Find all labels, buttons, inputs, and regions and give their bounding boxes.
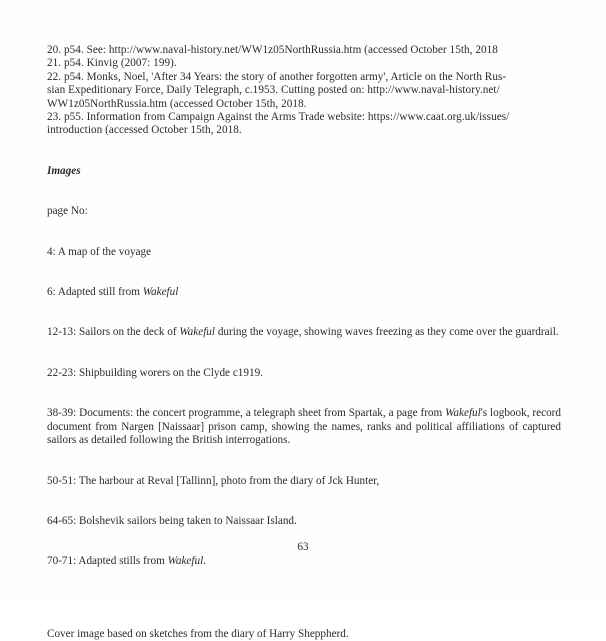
image-credit-text: 22-23: Shipbuilding worers on the Clyde c1919. xyxy=(47,366,263,379)
spacer xyxy=(47,380,561,407)
spacer xyxy=(47,299,561,326)
cover-image-credit: Cover image based on sketches from the diary of Harry Sheppherd. xyxy=(47,627,349,640)
image-credit-entry xyxy=(47,367,561,380)
images-section-heading: Images xyxy=(47,164,81,177)
image-credit-text: 70-71: Adapted stills from xyxy=(47,555,168,568)
endnote-line: introduction (accessed October 15th, 2018. xyxy=(47,124,242,137)
image-credit-entry xyxy=(47,286,561,299)
endnotes-list xyxy=(47,44,561,138)
image-credit-entry xyxy=(47,326,561,339)
image-credit-text: 4: A map of the voyage xyxy=(47,245,152,258)
endnote-line: 21. p54. Kinvig (2007: 199). xyxy=(47,57,177,70)
image-credit-text: 50-51: The harbour at Reval [Tallinn], photo from the diary of Jck Hunter, xyxy=(47,474,380,487)
image-credit-title: Wakeful xyxy=(142,286,179,299)
spacer xyxy=(47,219,561,246)
spacer xyxy=(47,488,561,515)
image-credit-entry xyxy=(47,555,561,568)
image-credit-title: Wakeful xyxy=(167,555,204,568)
spacer xyxy=(47,601,561,628)
image-credit-entry xyxy=(47,246,561,259)
spacer xyxy=(47,340,561,367)
image-credit-text: 64-65: Bolshevik sailors being taken to Naissaar Island. xyxy=(47,514,297,527)
endnote-line: 20. p54. See: http://www.naval-history.net/WW1z05NorthRussia.htm (accessed October 15th, 2018 xyxy=(47,44,498,56)
image-credit-title: Wakeful xyxy=(179,326,216,339)
spacer xyxy=(47,448,561,475)
image-credit-entry xyxy=(47,407,561,447)
spacer xyxy=(47,259,561,286)
image-credit-title: Wakeful xyxy=(445,407,481,420)
image-credit-text-cont: during the voyage, showing waves freezing as they come over the guardrail. xyxy=(215,326,559,339)
image-credit-text-cont: . xyxy=(203,555,207,568)
page-folio: 63 xyxy=(297,541,309,553)
spacer xyxy=(47,178,561,205)
image-credit-text-cont: 's logbook, record document from Nargen [Naissaar] prison camp, showing the names, ranks and political affiliations of captured sailors as detailed following the British interrogations. xyxy=(47,407,561,447)
spacer xyxy=(47,138,561,165)
endnote-line: sian Expeditionary Force, Daily Telegraph, c.1953. Cutting posted on: http://www.naval-history.net/ xyxy=(47,84,500,97)
image-credit-text: 6: Adapted still from xyxy=(47,286,143,299)
image-credit-text: 38-39: Documents: the concert programme, a telegraph sheet from Spartak, a page from xyxy=(47,407,446,420)
images-section-subheading: page No: xyxy=(47,205,88,218)
endnote-line: 22. p54. Monks, Noel, 'After 34 Years: the story of another forgotten army', Article on the North Rus- xyxy=(47,70,507,83)
image-credit-entry xyxy=(47,475,561,488)
image-credit-entry xyxy=(47,515,561,528)
endnote-line: WW1z05NorthRussia.htm (accessed October 15th, 2018. xyxy=(47,97,307,110)
spacer xyxy=(47,569,561,601)
endnote-line: 23. p55. Information from Campaign Against the Arms Trade website: https://www.caat.org.uk/issues/ xyxy=(47,111,510,124)
image-credit-text: 12-13: Sailors on the deck of xyxy=(47,326,180,339)
